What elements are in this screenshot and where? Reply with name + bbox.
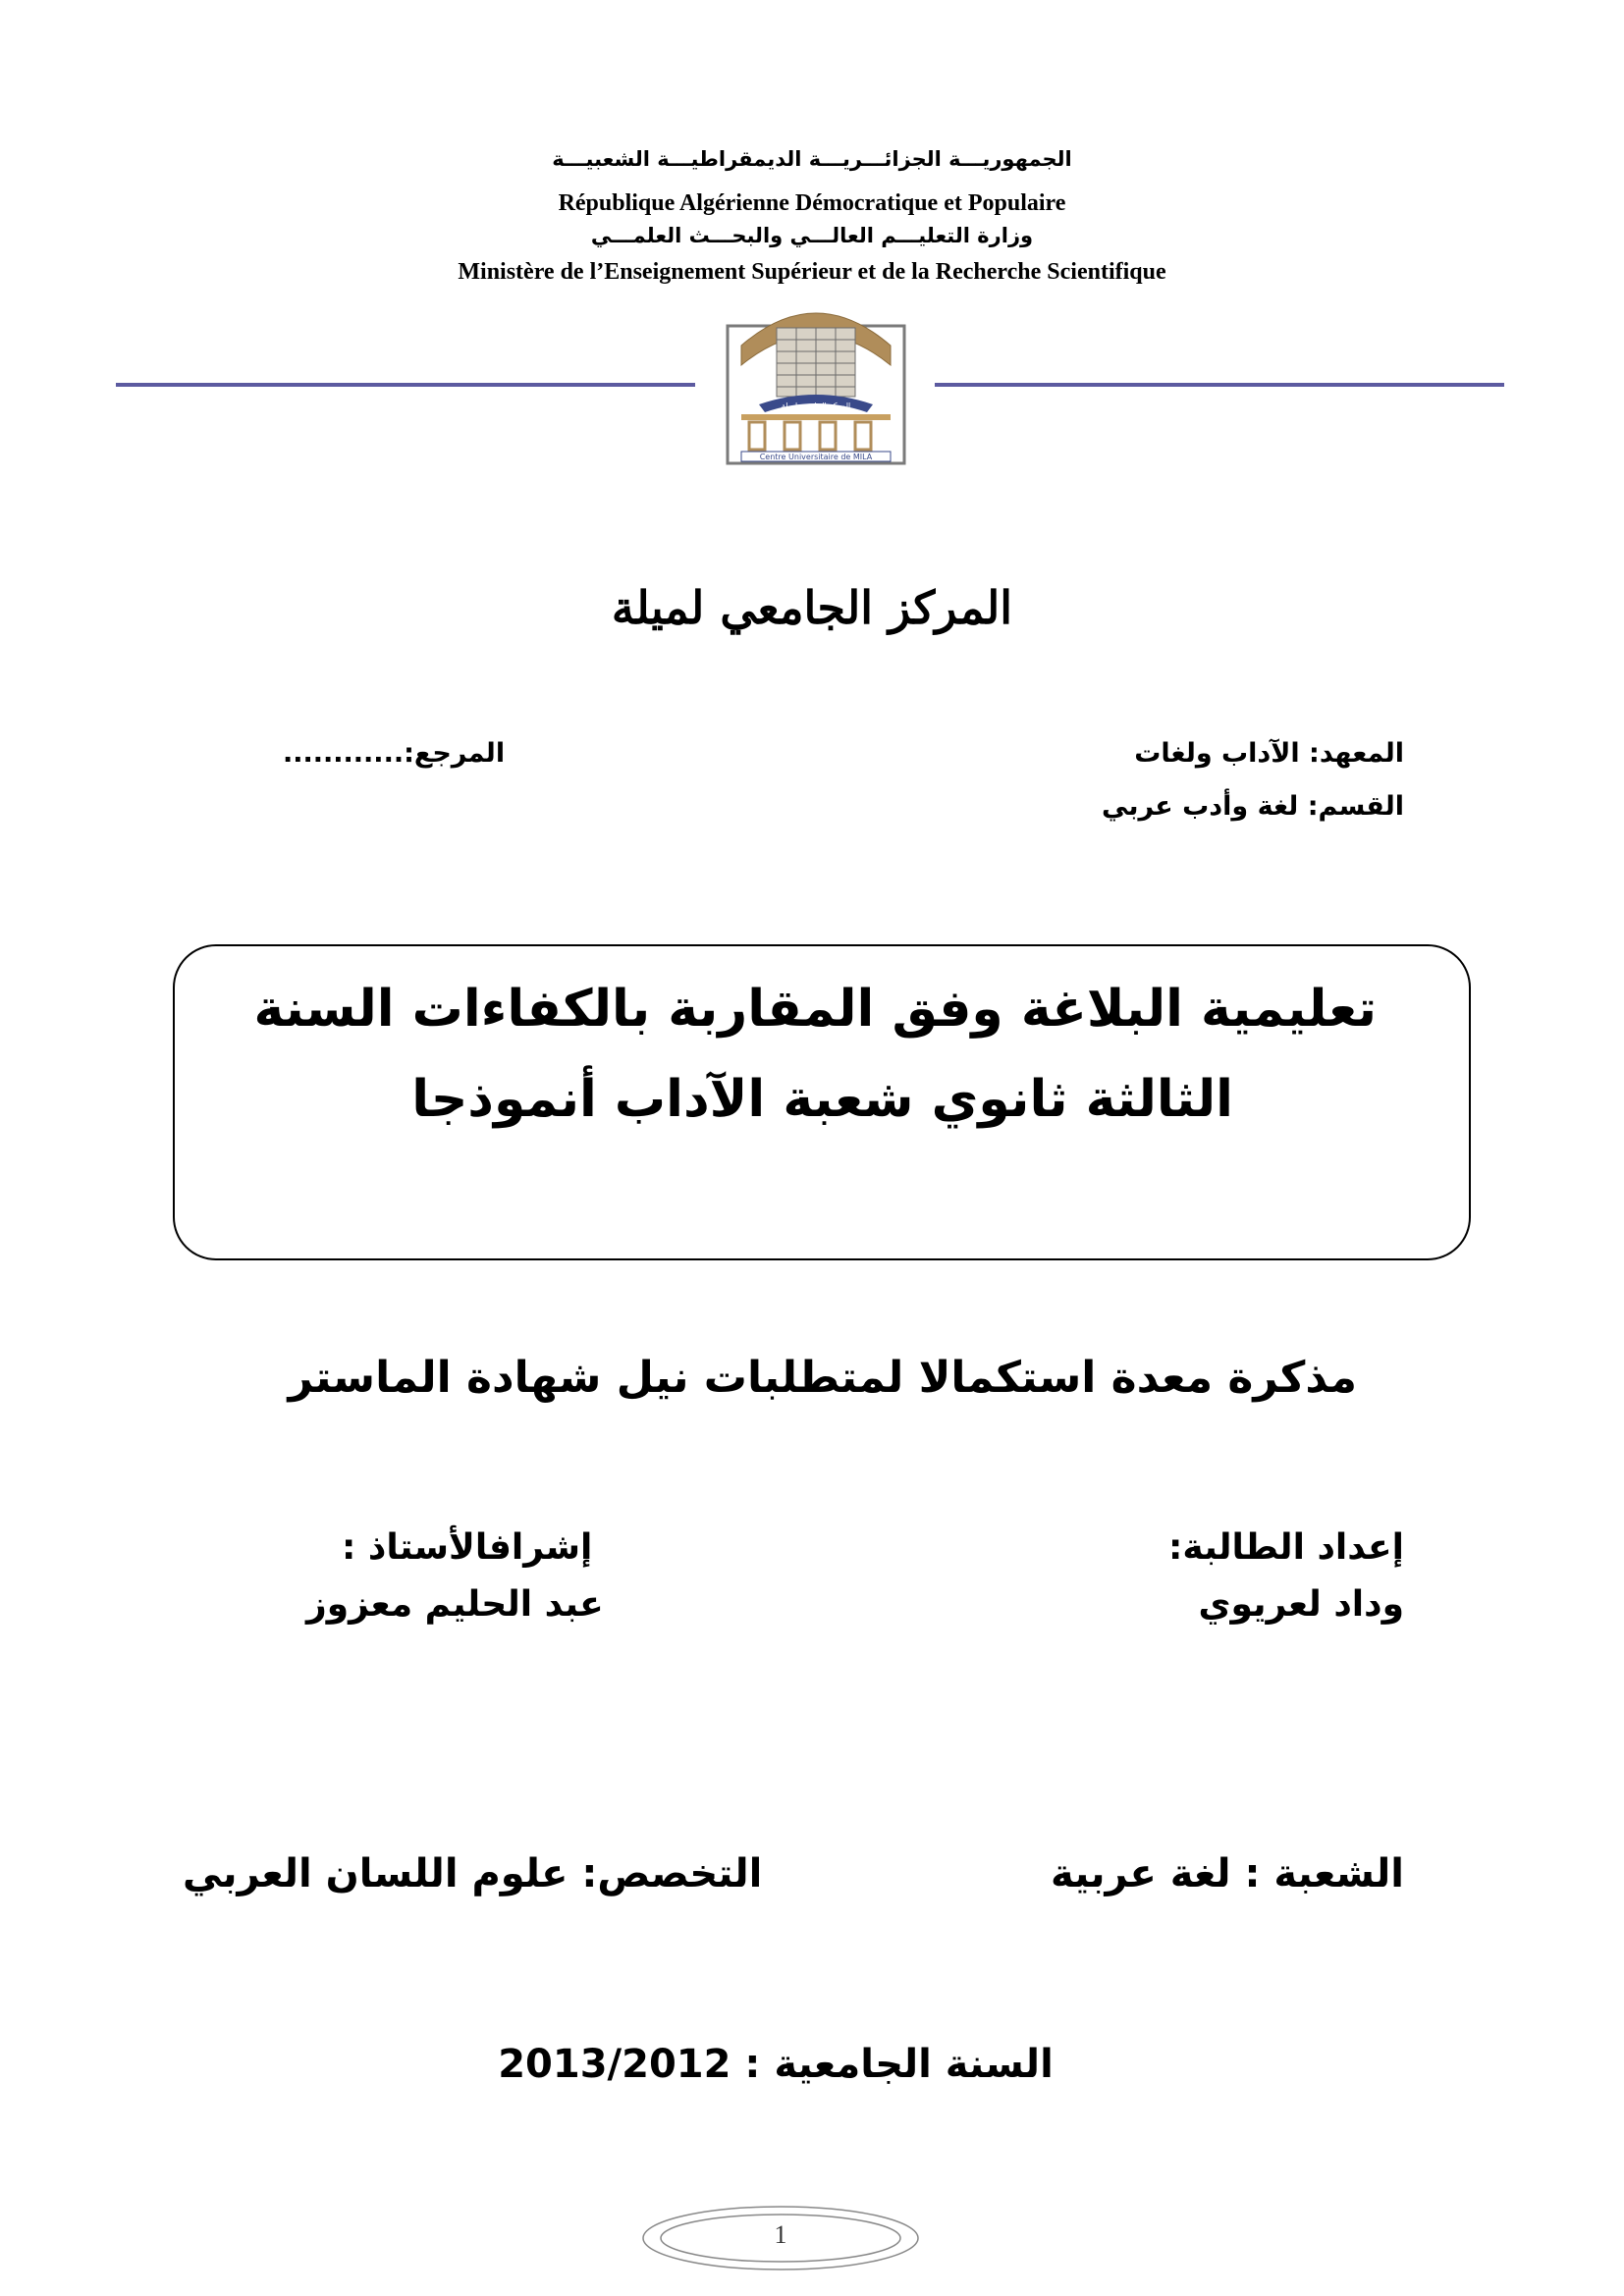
institute-line: المعهد: الآداب ولغات [1134,738,1404,769]
supervisor-label: إشرافالأستاذ : [342,1527,593,1568]
logo-caption: Centre Universitaire de MILA [759,453,873,461]
header-arabic-republic: الجمهوريـــة الجزائـــريـــة الديمقراطيـــة الشعبيـــة [552,147,1072,171]
page-number: 1 [774,2220,787,2249]
academic-year-label: السنة الجامعية : [744,2042,1054,2087]
student-label: إعداد الطالبة: [1168,1527,1404,1568]
student-name: وداد لعريوي [1198,1584,1404,1625]
thesis-title-line-2: الثالثة ثانوي شعبة الآداب أنموذجا [411,1070,1233,1129]
memo-statement: مذكرة معدة استكمالا لمتطلبات نيل شهادة الماستر [288,1353,1357,1403]
academic-year [0,2042,1551,2087]
department-line: القسم: لغة وأدب عربي [1102,791,1404,822]
branch-line: الشعبة : لغة عربية [1050,1851,1404,1896]
header-french-ministry: Ministère de l’Enseignement Supérieur et de la Recherche Scientifique [458,259,1166,285]
specialization-line: التخصص: علوم اللسان العربي [183,1851,763,1896]
academic-year-value: 2013/2012 [498,2042,731,2087]
thesis-title-line-1: تعليمية البلاغة وفق المقاربة بالكفاءات السنة [253,980,1377,1039]
header-arabic-ministry: وزارة التعليـــم العالـــي والبحـــث العلمـــي [590,224,1034,247]
header-french-republic: République Algérienne Démocratique et Populaire [558,190,1066,216]
header-rule-left [116,383,695,387]
header-rule-right [935,383,1504,387]
university-logo [720,287,912,469]
reference-line: المرجع:............ [283,738,506,769]
institution-name: المركز الجامعي لميلة [611,581,1013,634]
page-number-badge [638,2203,923,2273]
logo-arabic-caption: المركز الجامعي لميلة [781,401,851,410]
supervisor-name: عبد الحليم معزوز [306,1584,604,1625]
